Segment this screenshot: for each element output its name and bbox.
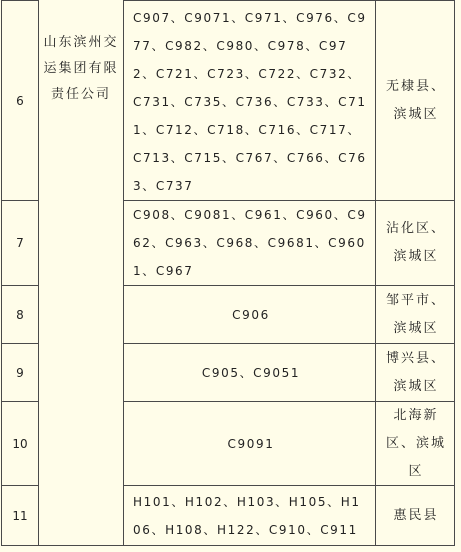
grid-line bbox=[1, 545, 455, 546]
route-list bbox=[124, 286, 375, 343]
row-number: 9 bbox=[16, 365, 24, 380]
row-number: 6 bbox=[16, 93, 24, 108]
route-list bbox=[124, 344, 375, 401]
route-list-text: H101、H102、H103、H105、H106、H108、H122、C910、C911 bbox=[133, 494, 361, 537]
service-area-text: 无棣县、滨城区 bbox=[385, 78, 446, 122]
service-area-text: 沾化区、滨城区 bbox=[385, 221, 446, 264]
service-area bbox=[376, 402, 454, 485]
route-list bbox=[124, 4, 375, 200]
service-area bbox=[376, 344, 454, 401]
route-list bbox=[124, 201, 375, 285]
service-area bbox=[376, 201, 454, 285]
company-name: 山东滨州交运集团有限责任公司 bbox=[43, 35, 119, 102]
company-cell bbox=[39, 30, 123, 140]
route-list-text: C907、C9071、C971、C976、C977、C982、C980、C978、C972、C721、C723、C722、C732、C731、C735、C736、C733、C711、C712、C718、C716、C717、C713、C715、C767、C766、C763、C737 bbox=[133, 11, 367, 193]
service-area bbox=[376, 486, 454, 545]
route-list-text: C908、C9081、C961、C960、C962、C963、C968、C9681、C9601、C967 bbox=[133, 208, 367, 278]
row-number: 8 bbox=[16, 307, 24, 322]
service-area-text: 博兴县、滨城区 bbox=[385, 350, 446, 394]
service-area-text: 惠民县 bbox=[393, 507, 439, 523]
route-list-text: C9091 bbox=[227, 436, 275, 451]
row-number: 7 bbox=[16, 236, 24, 250]
service-area bbox=[376, 1, 454, 200]
service-area-text: 邹平市、滨城区 bbox=[385, 292, 446, 336]
route-list bbox=[124, 402, 375, 485]
route-list-text: C906 bbox=[232, 307, 270, 322]
row-number: 10 bbox=[12, 436, 28, 451]
route-list-text: C905、C9051 bbox=[201, 365, 301, 380]
service-area bbox=[376, 286, 454, 343]
grid-line bbox=[454, 0, 455, 546]
route-list bbox=[124, 486, 375, 545]
service-area-text: 北海新区、滨城区 bbox=[385, 407, 446, 479]
row-number: 11 bbox=[12, 508, 28, 523]
